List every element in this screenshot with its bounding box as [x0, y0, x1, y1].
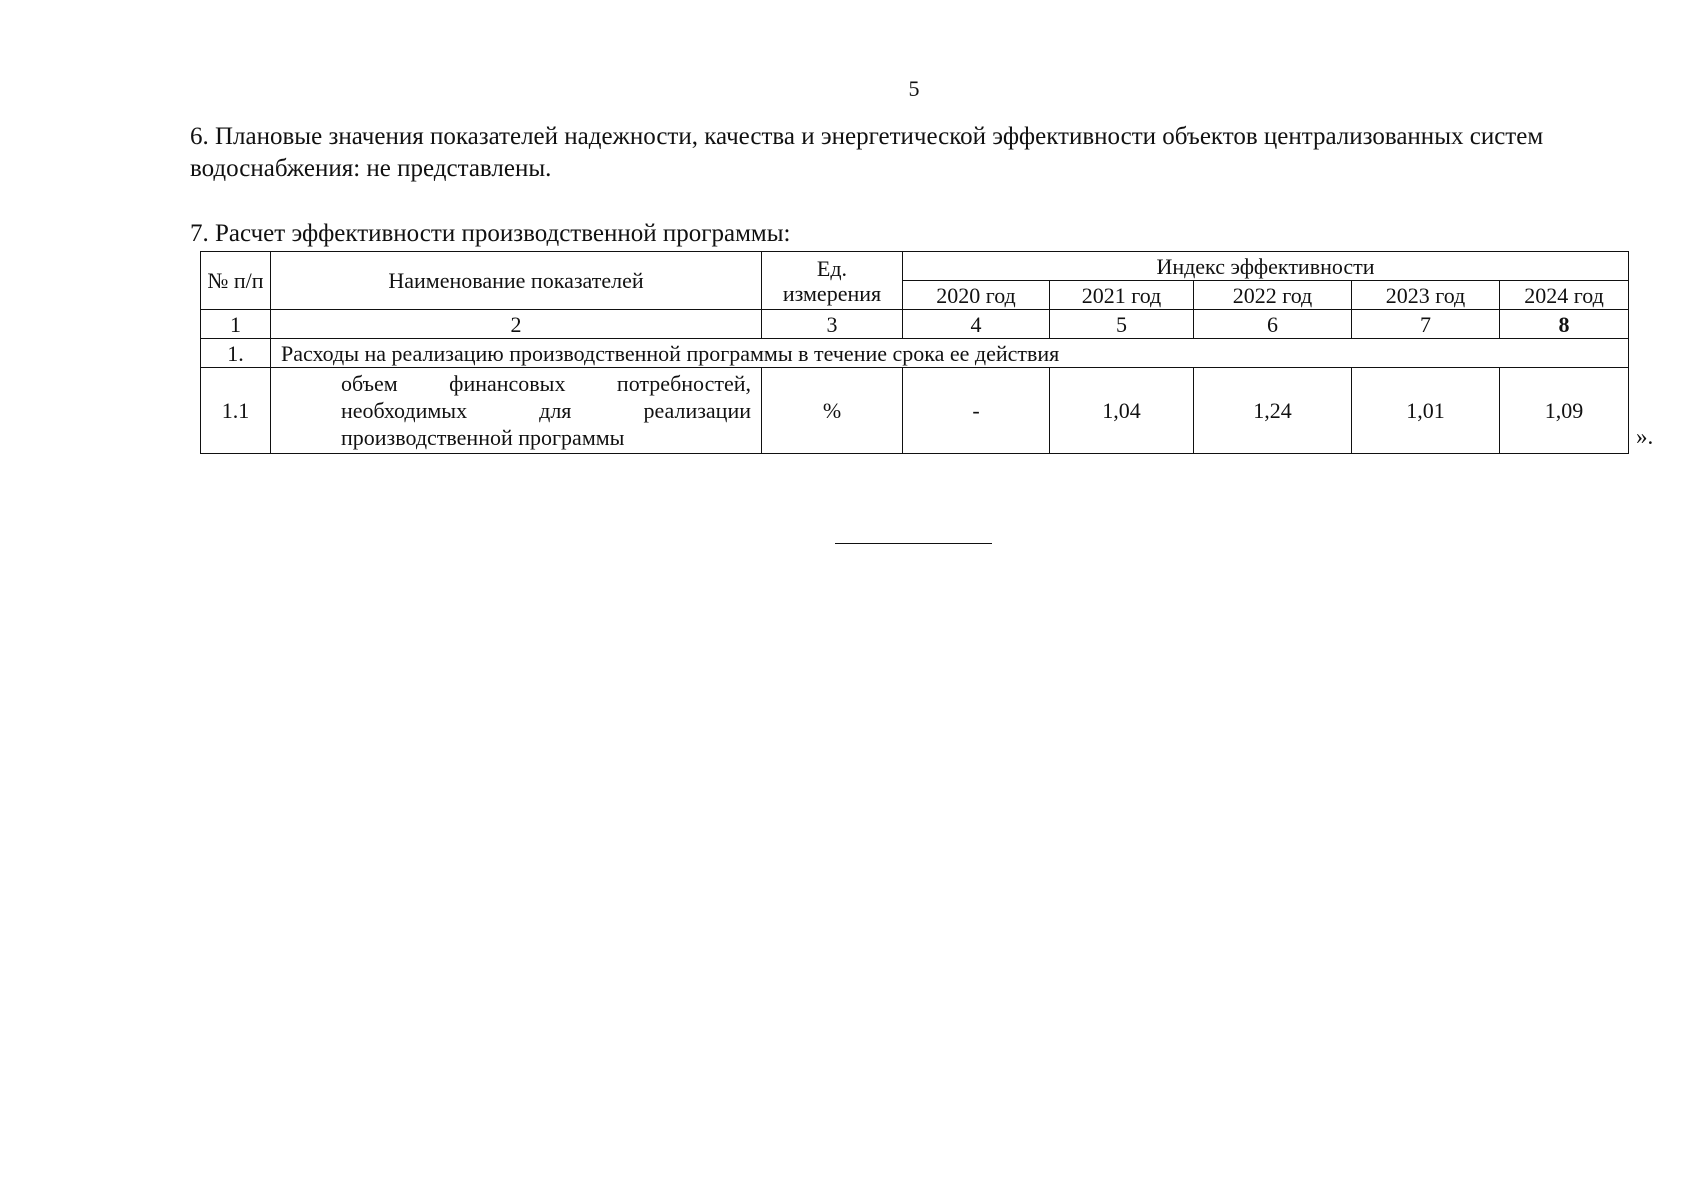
column-number: 2 [271, 310, 762, 339]
column-number: 7 [1352, 310, 1500, 339]
row-value-2020: - [903, 368, 1050, 454]
row-unit: % [762, 368, 903, 454]
header-index: Индекс эффективности [903, 252, 1629, 281]
column-number: 8 [1500, 310, 1629, 339]
row-value-2023: 1,01 [1352, 368, 1500, 454]
section-7-title: 7. Расчет эффективности производственной программы: [190, 220, 791, 247]
table-header-row [201, 252, 1629, 281]
efficiency-table [200, 251, 1629, 454]
header-year: 2021 год [1050, 281, 1194, 310]
row-name: объем финансовых потребностей, необходимых для реализации производственной программы [271, 368, 762, 454]
page-number: 5 [908, 76, 920, 101]
column-number: 4 [903, 310, 1050, 339]
header-unit: Ед. измерения [762, 252, 903, 310]
column-number: 3 [762, 310, 903, 339]
section-6-paragraph: 6. Плановые значения показателей надежности, качества и энергетической эффективности объектов централизованных систем водоснабжения: не представлены. [190, 123, 1544, 182]
end-divider [835, 543, 992, 544]
header-num: № п/п [201, 252, 271, 310]
row-num: 1.1 [201, 368, 271, 454]
header-year: 2020 год [903, 281, 1050, 310]
column-number: 5 [1050, 310, 1194, 339]
header-name: Наименование показателей [271, 252, 762, 310]
header-year: 2024 год [1500, 281, 1629, 310]
row-value-2024: 1,09 [1500, 368, 1629, 454]
column-number: 1 [201, 310, 271, 339]
column-number: 6 [1194, 310, 1352, 339]
column-numbers-row [201, 310, 1629, 339]
table-row [201, 368, 1629, 454]
row-value-2022: 1,24 [1194, 368, 1352, 454]
row-value-2021: 1,04 [1050, 368, 1194, 454]
section-row [201, 339, 1629, 368]
header-year: 2022 год [1194, 281, 1352, 310]
header-year: 2023 год [1352, 281, 1500, 310]
section-row-text: Расходы на реализацию производственной программы в течение срока ее действия [271, 339, 1629, 368]
section-row-num: 1. [201, 339, 271, 368]
closing-quote-mark: ». [1636, 424, 1654, 449]
